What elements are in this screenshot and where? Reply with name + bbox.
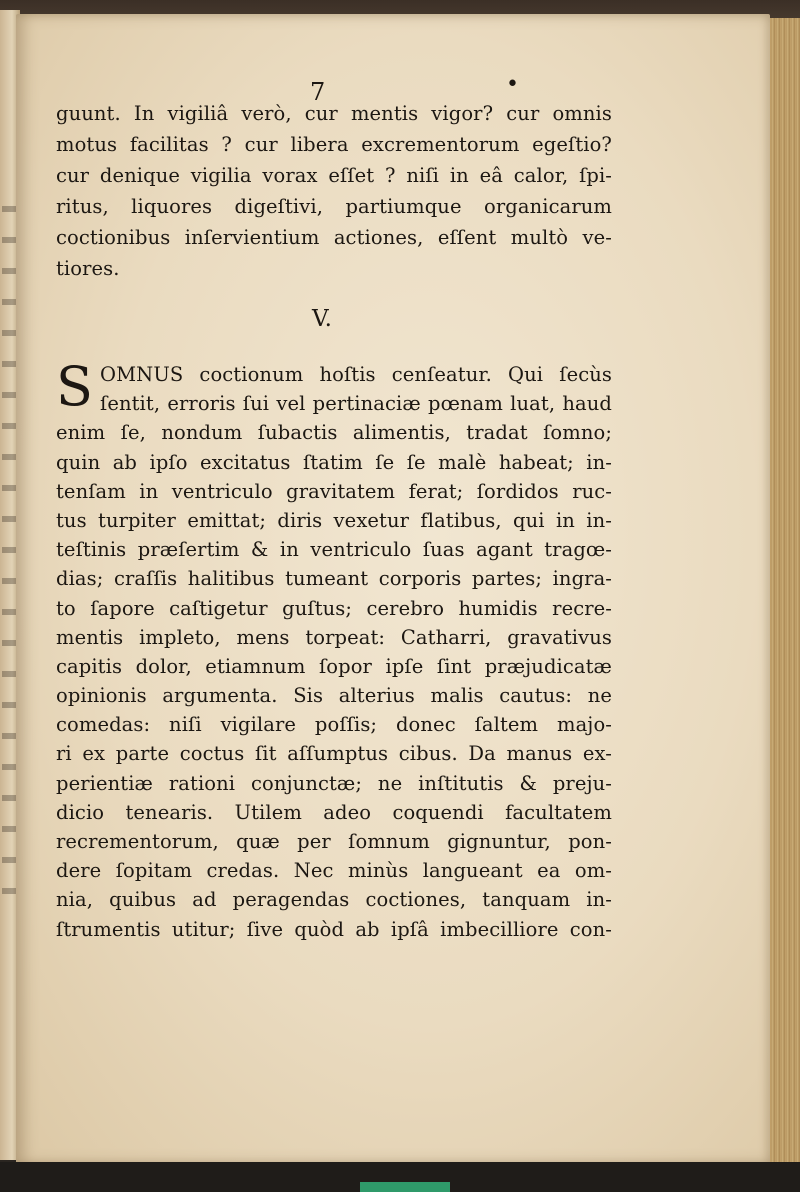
text-line: teſtinis præſertim & in ventriculo ſuas agant tragœ- xyxy=(56,538,612,562)
text-line: ritus, liquores digeſtivi, partiumque organicarum xyxy=(56,195,612,218)
text-line: dere ſopitam credas. Nec minùs langueant ea om- xyxy=(56,859,612,883)
text-line: ſentit, erroris ſui vel pertinaciæ pœnam luat, haud xyxy=(100,392,612,416)
text-line: recrementorum, quæ per ſomnum gignuntur, pon- xyxy=(56,830,612,853)
text-line: tus turpiter emittat; diris vexetur flatibus, qui in in- xyxy=(56,508,612,532)
text-line: to ſapore caſtigetur guſtus; cerebro humidis recre- xyxy=(56,596,612,620)
scan-color-strip xyxy=(360,1182,450,1192)
text-line: tiores. xyxy=(56,257,120,280)
text-line: quin ab ipſo excitatus ſtatim ſe ſe malè habeat; in- xyxy=(56,450,612,474)
drop-cap: S xyxy=(56,355,93,418)
text-line: guunt. In vigiliâ verò, cur mentis vigor? cur omnis xyxy=(56,102,612,125)
text-line: enim ſe, nondum ſubactis alimentis, tradat ſomno; xyxy=(56,421,612,445)
text-line: coctionibus inſervientium actiones, eſſent multò ve- xyxy=(56,226,612,249)
section-heading: V. xyxy=(312,306,332,332)
page-edges xyxy=(766,18,800,1168)
paragraph-continued xyxy=(56,98,612,284)
page-mark: • xyxy=(506,72,519,97)
text-line: dias; craſſis halitibus tumeant corporis partes; ingra- xyxy=(56,567,612,591)
text-line: ri ex parte coctus ſit aſſumptus cibus. Da manus ex- xyxy=(56,742,612,766)
text-line: ſtrumentis utitur; ſive quòd ab ipſâ imbecilliore con- xyxy=(56,917,612,941)
text-line: nia, quibus ad peragendas coctiones, tanquam in- xyxy=(56,888,612,912)
text-line: dicio tenearis. Utilem adeo coquendi facultatem xyxy=(56,800,612,824)
text-line: cur denique vigilia vorax eſſet ? niſi in eâ calor, ſpi- xyxy=(56,164,612,187)
text-line: tenſam in ventriculo gravitatem ferat; ſordidos ruc- xyxy=(56,479,612,503)
text-line: perientiæ rationi conjunctæ; ne inſtitutis & preju- xyxy=(56,771,612,795)
text-line: capitis dolor, etiamnum ſopor ipſe ſint præjudicatæ xyxy=(56,654,612,678)
book-page xyxy=(16,14,770,1164)
text-line: OMNUS coctionum hoſtis cenſeatur. Qui ſecùs xyxy=(100,363,612,386)
text-line: mentis impleto, mens torpeat: Catharri, gravativus xyxy=(56,625,612,649)
paragraph-section-v xyxy=(56,355,612,944)
text-line: motus facilitas ? cur libera excrementorum egeſtio? xyxy=(56,133,612,156)
page-number: 7 xyxy=(310,78,326,106)
text-line: opinionis argumenta. Sis alterius malis cautus: ne xyxy=(56,684,612,708)
text-line: comedas: niſi vigilare poſſis; donec ſaltem majo- xyxy=(56,713,612,737)
